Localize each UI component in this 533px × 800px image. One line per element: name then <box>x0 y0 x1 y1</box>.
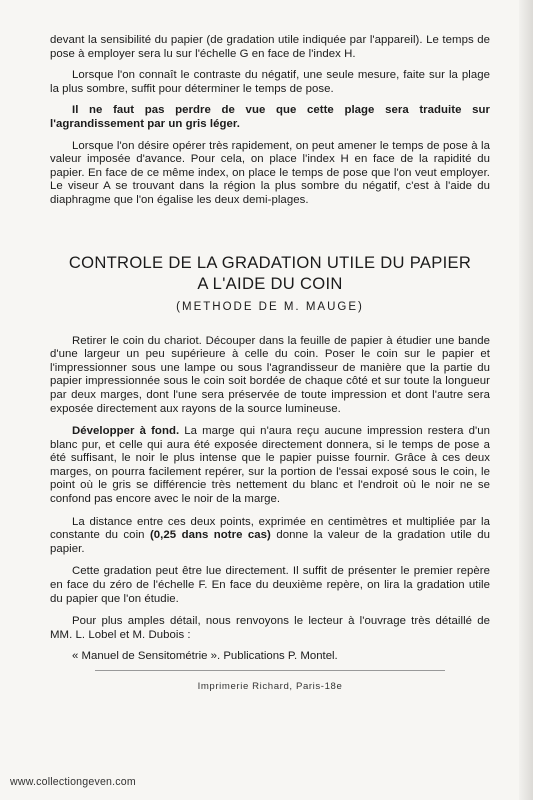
paragraph-warning-bold: Il ne faut pas perdre de vue que cette plage sera traduite sur l'agrandissement par un gris léger. <box>50 104 490 130</box>
paragraph-direct-reading: Cette gradation peut être lue directement. Il suffit de présenter le premier repère en face du zéro de l'échelle F. En face du deuxième repère, on lira la gradation utile du papier que l'on étudie. <box>50 565 490 605</box>
distance-part-b: donne la valeur de la gradation utile du papier. <box>50 529 490 555</box>
develop-lead: Développer à fond. <box>72 425 180 438</box>
paragraph-further-reading: Pour plus amples détail, nous renvoyons le lecteur à l'ouvrage très détaillé de MM. L. Lobel et M. Dubois : <box>50 615 490 641</box>
distance-part-a: La distance entre ces deux points, exprimée en centimètres et multipliée par la constante du coin <box>50 515 490 542</box>
section-subtitle: (METHODE DE M. MAUGE) <box>176 300 364 313</box>
printer-imprint: Imprimerie Richard, Paris-18e <box>197 681 343 693</box>
footer-divider <box>95 670 445 671</box>
page-content <box>50 34 490 692</box>
paragraph-single-measure: Lorsque l'on connaît le contraste du négatif, une seule mesure, faite sur la plage la plus sombre, suffit pour déterminer le temps de pose. <box>50 69 490 95</box>
page-edge-shadow <box>519 0 533 800</box>
section-title-line1: CONTROLE DE LA GRADATION UTILE DU PAPIER <box>68 252 472 272</box>
paragraph-gradation-scale: devant la sensibilité du papier (de gradation utile indiquée par l'appareil). Le temps de pose à employer sera lu sur l'échelle G en face de l'index H. <box>50 34 490 60</box>
paragraph-remove-wedge: Retirer le coin du chariot. Découper dans la feuille de papier à étudier une bande d'une largeur un peu supérieure à celle du coin. Poser le coin sur le papier et l'impressionner sous une lampe ou sous l'agrandisseur de manière que la partie du papier impressionnée sous le coin soit bordée de chaque côté et sur toute la longueur par deux marges, dont l'une sera préservée de toute impression et dont l'autre sera exposée directement aux rayons de la source lumineuse. <box>50 334 490 415</box>
watermark-url: www.collectiongeven.com <box>10 776 136 788</box>
paragraph-distance <box>50 516 490 557</box>
develop-rest: La marge qui n'aura reçu aucune impression restera d'un blanc pur, et celle qui aura été exposée directement donnera, si le temps de pose a été suffisant, le noir le plus intense que le papier puisse fournir. Grâce à ces deux marges, on pourra facilement repérer, sur la portion de l'essai exposé sous le coin, le point où le gris se différencie très nettement du blanc et l'endroit où le noir ne se confond pas encore avec le noir de la marge. <box>50 425 491 506</box>
paragraph-develop <box>50 425 490 507</box>
book-reference: « Manuel de Sensitométrie ». Publications P. Montel. <box>72 650 338 663</box>
section-title-line2: A L'AIDE DU COIN <box>197 273 343 293</box>
paragraph-fast-operation: Lorsque l'on désire opérer très rapidement, on peut amener le temps de pose à la valeur imposée d'avance. Pour cela, on place l'index H en face de la rapidité du papier. En face de ce même index, on place le temps de pose que l'on veut employer. Le viseur A se trouvant dans la région la plus sombre du négatif, c'est à l'aide du diaphragme que l'on égalise les deux demi-plages. <box>50 139 490 206</box>
distance-constant-bold: (0,25 dans notre cas) <box>149 529 271 542</box>
